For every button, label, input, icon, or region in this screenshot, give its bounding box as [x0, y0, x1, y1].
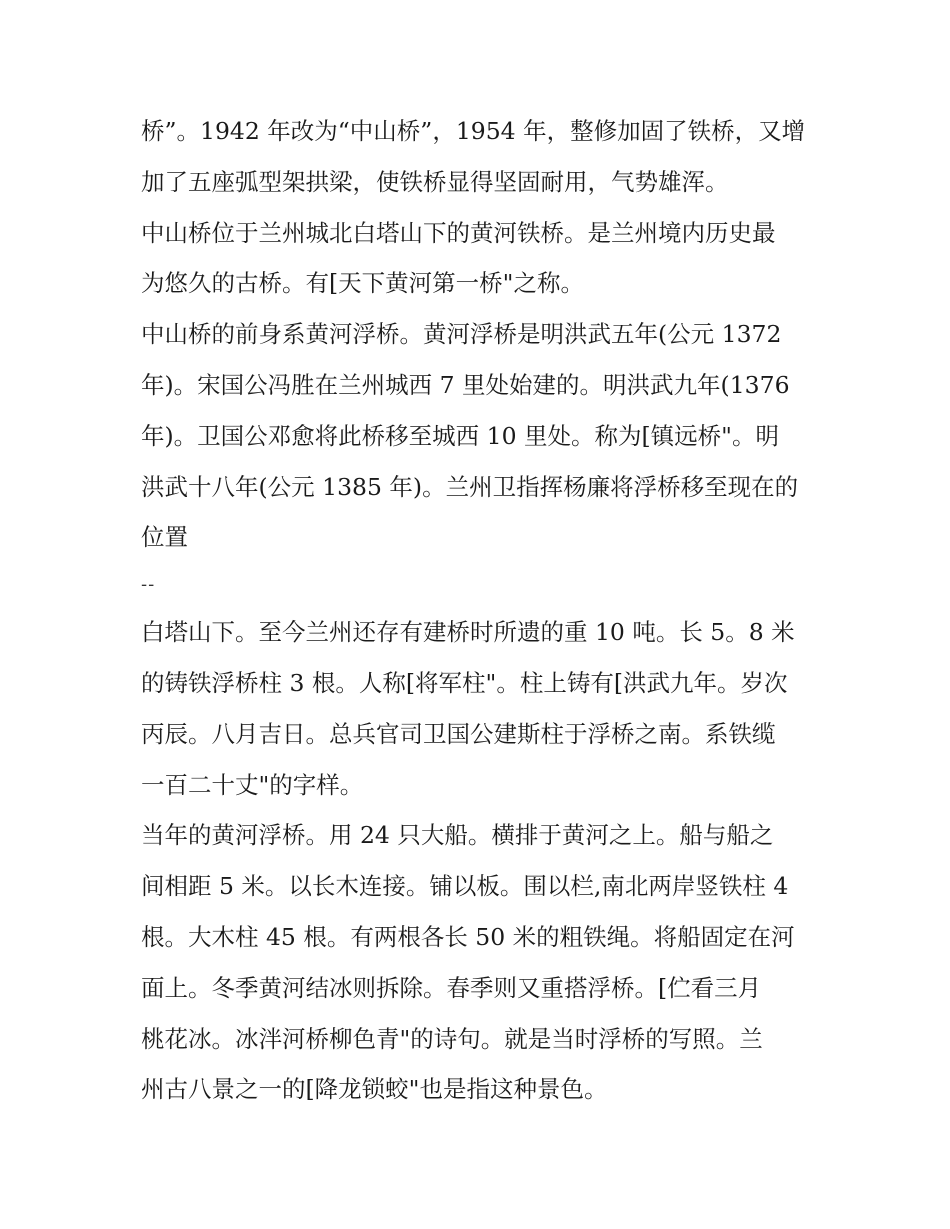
text-line: 一百二十丈"的字样。	[141, 770, 364, 799]
text-line: 位置	[141, 523, 188, 552]
text-line: 为悠久的古桥。有[天下黄河第一桥"之称。	[141, 269, 584, 298]
text-line: 当年的黄河浮桥。用 24 只大船。横排于黄河之上。船与船之	[141, 821, 774, 850]
page-break-separator: --	[141, 575, 156, 596]
text-line: 丙辰。八月吉日。总兵官司卫国公建斯柱于浮桥之南。系铁缆	[141, 719, 776, 748]
body-text	[141, 106, 831, 1115]
text-line: 白塔山下。至今兰州还存有建桥时所遗的重 10 吨。长 5。8 米	[141, 618, 795, 647]
text-line: 桃花冰。冰泮河桥柳色青"的诗句。就是当时浮桥的写照。兰	[141, 1024, 763, 1053]
text-line: 州古八景之一的[降龙锁蛟"也是指这种景色。	[141, 1075, 608, 1104]
text-line: 间相距 5 米。以长木连接。铺以板。围以栏,南北两岸竖铁柱 4	[141, 872, 789, 901]
text-line: 年)。宋国公冯胜在兰州城西 7 里处始建的。明洪武九年(1376	[141, 370, 790, 399]
text-line: 面上。冬季黄河结冰则拆除。春季则又重搭浮桥。[伫看三月	[141, 973, 762, 1002]
text-line: 洪武十八年(公元 1385 年)。兰州卫指挥杨廉将浮桥移至现在的	[141, 472, 799, 501]
text-line: 的铸铁浮桥柱 3 根。人称[将军柱"。柱上铸有[洪武九年。岁次	[141, 668, 788, 697]
text-line: 加了五座弧型架拱梁，使铁桥显得坚固耐用，气势雄浑。	[141, 167, 729, 196]
text-line: 根。大木柱 45 根。有两根各长 50 米的粗铁绳。将船固定在河	[141, 922, 795, 951]
text-line: 中山桥位于兰州城北白塔山下的黄河铁桥。是兰州境内历史最	[141, 218, 776, 247]
text-line: 中山桥的前身系黄河浮桥。黄河浮桥是明洪武五年(公元 1372	[141, 320, 782, 349]
text-line: 桥”。1942 年改为“中山桥”，1954 年，整修加固了铁桥，又增	[141, 117, 806, 145]
text-line: 年)。卫国公邓愈将此桥移至城西 10 里处。称为[镇远桥"。明	[141, 421, 779, 450]
